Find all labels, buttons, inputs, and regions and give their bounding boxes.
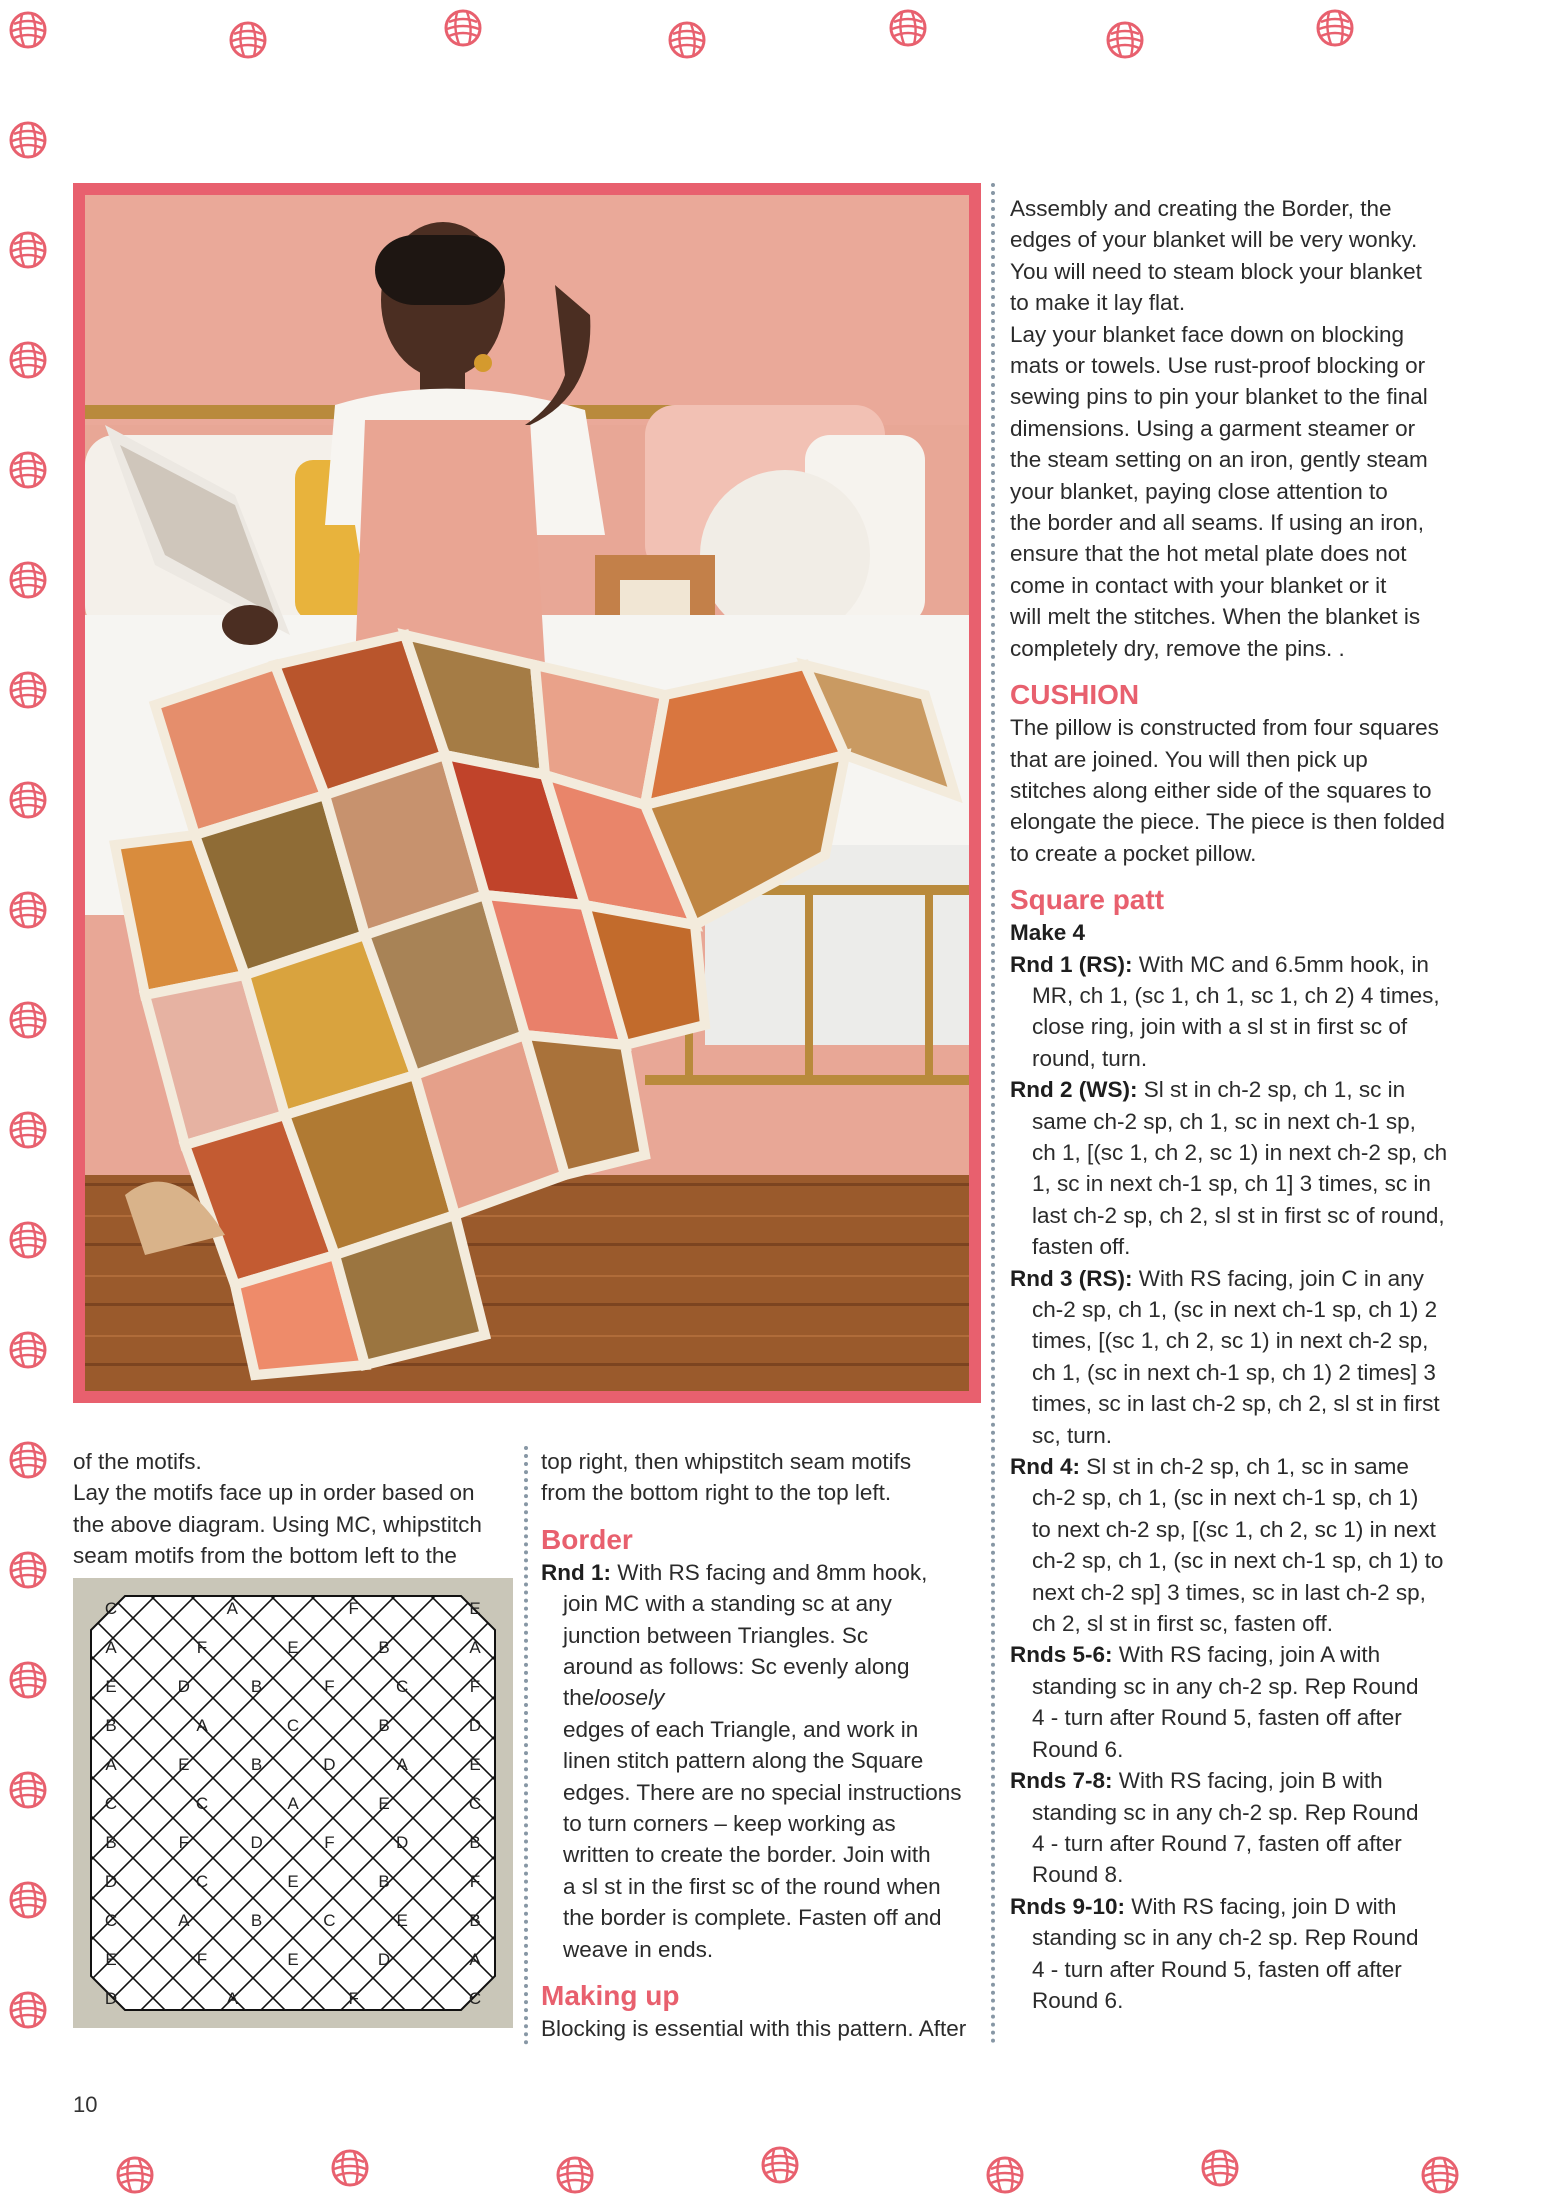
round-instruction xyxy=(1010,949,1450,1075)
round-label: Rnd 4: xyxy=(1010,1454,1080,1480)
round-label: Rnd 3 (RS): xyxy=(1010,1265,1133,1291)
text-line: from the bottom right to the top left. xyxy=(541,1480,892,1506)
yarn-ball-icon xyxy=(8,120,48,160)
round-instruction xyxy=(1010,1639,1450,1765)
motif-letter: D xyxy=(323,1755,336,1774)
round-instruction xyxy=(1010,1765,1450,1891)
round-text: the border is complete. Fasten off and xyxy=(563,1905,942,1931)
motif-letter: D xyxy=(377,1950,391,1969)
round-text: same ch-2 sp, ch 1, sc in next ch-1 sp, xyxy=(1032,1108,1416,1134)
yarn-ball-icon xyxy=(8,1440,48,1480)
motif-letter: E xyxy=(287,1950,299,1969)
yarn-ball-icon xyxy=(1105,20,1145,60)
right-column xyxy=(1010,193,1450,2016)
round-text: round, turn. xyxy=(1032,1045,1148,1071)
round-instruction xyxy=(1010,1451,1450,1639)
motif-letter: E xyxy=(105,1677,117,1696)
yarn-ball-icon xyxy=(8,780,48,820)
motif-letter: E xyxy=(178,1755,190,1774)
motif-letter: A xyxy=(226,1989,239,2008)
yarn-ball-icon xyxy=(555,2155,595,2195)
round-text: ch-2 sp, ch 1, (sc in next ch-1 sp, ch 1) 2 xyxy=(1032,1297,1438,1322)
motif-letter: C xyxy=(468,1989,482,2008)
round-text: edges. There are no special instructions xyxy=(563,1779,962,1805)
motif-letter: A xyxy=(469,1950,481,1969)
text-line: that are joined. You will then pick up xyxy=(1010,746,1368,772)
yarn-ball-icon xyxy=(667,20,707,60)
yarn-ball-icon xyxy=(8,340,48,380)
diagram-grid xyxy=(73,1578,513,2028)
motif-letter: C xyxy=(104,1911,118,1930)
middle-column xyxy=(541,1446,981,2045)
text-line: dimensions. Using a garment steamer or xyxy=(1010,415,1416,441)
make-count: Make 4 xyxy=(1010,920,1086,946)
round-text: MR, ch 1, (sc 1, ch 1, sc 1, ch 2) 4 times, xyxy=(1032,982,1440,1008)
photo-frame xyxy=(73,183,981,1403)
yarn-ball-icon xyxy=(8,670,48,710)
round-text: times, [(sc 1, ch 2, sc 1) in next ch-2 sp, xyxy=(1032,1328,1429,1354)
motif-letter: C xyxy=(104,1599,118,1618)
cushion-heading: CUSHION xyxy=(1010,679,1140,711)
making-up-text xyxy=(541,2013,981,2044)
yarn-ball-icon xyxy=(228,20,268,60)
yarn-ball-icon xyxy=(115,2155,155,2195)
round-text: With RS facing, join B with xyxy=(1112,1768,1383,1794)
motif-letter: A xyxy=(469,1638,481,1657)
round-text: to turn corners – keep working as xyxy=(563,1811,896,1837)
round-text: ch-2 sp, ch 1, (sc in next ch-1 sp, ch 1) to xyxy=(1032,1548,1444,1574)
motif-letter: F xyxy=(469,1872,481,1891)
motif-letter: B xyxy=(250,1677,263,1696)
text-line: of the motifs. xyxy=(73,1449,202,1474)
round-text: With RS facing, join A with xyxy=(1112,1642,1381,1668)
yarn-ball-icon xyxy=(8,450,48,490)
motif-letter: B xyxy=(250,1755,263,1774)
text-line: sewing pins to pin your blanket to the final xyxy=(1010,384,1428,410)
round-text: to next ch-2 sp, [(sc 1, ch 2, sc 1) in next xyxy=(1032,1516,1436,1542)
motif-letter: F xyxy=(178,1833,189,1852)
border-instruction xyxy=(541,1557,981,1965)
text-line: seam motifs from the bottom left to the xyxy=(73,1543,457,1569)
round-text: ch-2 sp, ch 1, (sc in next ch-1 sp, ch 1) xyxy=(1032,1485,1419,1511)
motif-letter: F xyxy=(196,1638,208,1657)
motif-letter: C xyxy=(323,1911,336,1930)
motif-letter: B xyxy=(378,1716,390,1735)
motif-letter: F xyxy=(324,1833,335,1852)
round-text: 1, sc in next ch-1 sp, ch 1] 3 times, sc in xyxy=(1032,1171,1431,1197)
yarn-ball-icon xyxy=(985,2155,1025,2195)
motif-letter: E xyxy=(469,1599,481,1618)
motif-letter: B xyxy=(105,1833,117,1852)
yarn-ball-icon xyxy=(8,230,48,270)
round-instruction xyxy=(1010,1891,1450,2017)
yarn-ball-icon xyxy=(1315,8,1355,48)
motif-letter: E xyxy=(396,1911,408,1930)
round-text: join MC with a standing sc at any xyxy=(563,1591,892,1617)
motif-letter: A xyxy=(105,1755,117,1774)
motif-letter: B xyxy=(250,1911,263,1930)
round-text: weave in ends. xyxy=(563,1936,714,1962)
motif-letter: E xyxy=(287,1638,299,1657)
round-text: With RS facing, join C in any xyxy=(1132,1265,1424,1291)
motif-letter: F xyxy=(348,1989,359,2008)
motif-letter: D xyxy=(177,1677,190,1696)
round-text: written to create the border. Join with xyxy=(563,1842,931,1868)
motif-letter: A xyxy=(178,1911,190,1930)
round-text: ch 2, sl st in first sc, fasten off. xyxy=(1032,1611,1333,1637)
photo-illustration xyxy=(85,195,969,1391)
motif-letter: C xyxy=(104,1794,118,1813)
cushion-text xyxy=(1010,712,1450,869)
text-line: the above diagram. Using MC, whipstitch xyxy=(73,1511,482,1537)
text-line: top right, then whipstitch seam motifs xyxy=(541,1449,912,1474)
text-line: edges of your blanket will be very wonky. xyxy=(1010,227,1418,253)
text-line: Blocking is essential with this pattern. After xyxy=(541,2016,967,2042)
yarn-ball-icon xyxy=(888,8,928,48)
motif-letter: D xyxy=(104,1872,118,1891)
text-line: to create a pocket pillow. xyxy=(1010,840,1257,866)
motif-letter: A xyxy=(287,1794,299,1813)
round-instruction xyxy=(1010,1074,1450,1262)
round-text: 4 - turn after Round 5, fasten off after xyxy=(1032,1956,1402,1982)
motif-letter: A xyxy=(226,1599,239,1618)
yarn-ball-icon xyxy=(443,8,483,48)
yarn-ball-icon xyxy=(8,1660,48,1700)
blanket-photo xyxy=(85,195,969,1391)
text-line: to make it lay flat. xyxy=(1010,290,1186,316)
motif-letter: F xyxy=(469,1677,481,1696)
column-divider-right xyxy=(991,183,995,2045)
motif-letter: E xyxy=(105,1950,117,1969)
motif-letter: C xyxy=(396,1677,409,1696)
border-round xyxy=(541,1557,981,1965)
motif-letter: B xyxy=(105,1716,117,1735)
round-text: With RS facing, join D with xyxy=(1125,1893,1397,1919)
assembly-diagram xyxy=(73,1578,513,2028)
round-label: Rnds 9-10: xyxy=(1010,1893,1126,1919)
yarn-ball-icon xyxy=(8,1110,48,1150)
yarn-ball-icon xyxy=(8,1880,48,1920)
column-divider-middle xyxy=(524,1446,528,2045)
round-text: close ring, join with a sl st in first sc of xyxy=(1032,1014,1408,1040)
round-text: standing sc in any ch-2 sp. Rep Round xyxy=(1032,1799,1419,1825)
motif-letter: C xyxy=(195,1872,209,1891)
motif-letter: C xyxy=(195,1794,209,1813)
round-text: 4 - turn after Round 7, fasten off after xyxy=(1032,1830,1402,1856)
assembly-text xyxy=(73,1446,513,1572)
text-line: completely dry, remove the pins. . xyxy=(1010,635,1345,661)
round-label: Rnds 5-6: xyxy=(1010,1642,1113,1668)
motif-letter: D xyxy=(396,1833,409,1852)
text-line: elongate the piece. The piece is then folded xyxy=(1010,809,1445,835)
motif-letter: B xyxy=(469,1911,481,1930)
round-text: last ch-2 sp, ch 2, sl st in first sc of round, xyxy=(1032,1202,1445,1228)
round-label: Rnd 1: xyxy=(541,1559,611,1585)
text-line: will melt the stitches. When the blanket is xyxy=(1010,604,1421,630)
round-text: linen stitch pattern along the Square xyxy=(563,1748,924,1774)
text-line: The pillow is constructed from four squares xyxy=(1010,715,1439,741)
round-text: With MC and 6.5mm hook, in xyxy=(1132,951,1429,977)
yarn-ball-icon xyxy=(760,2145,800,2185)
yarn-ball-icon xyxy=(8,10,48,50)
round-text: With RS facing and 8mm hook, xyxy=(611,1559,928,1585)
round-instruction xyxy=(1010,1263,1450,1451)
text-line: stitches along either side of the squares to xyxy=(1010,777,1432,803)
round-text: next ch-2 sp] 3 times, sc in last ch-2 sp, xyxy=(1032,1579,1426,1605)
motif-letter: A xyxy=(196,1716,208,1735)
motif-letter: F xyxy=(324,1677,335,1696)
motif-letter: F xyxy=(196,1950,208,1969)
round-text: Round 6. xyxy=(1032,1987,1124,2013)
motif-letter: B xyxy=(378,1638,390,1657)
round-text: Sl st in ch-2 sp, ch 1, sc in xyxy=(1137,1077,1406,1103)
round-label: Rnd 1 (RS): xyxy=(1010,951,1133,977)
motif-letter: C xyxy=(286,1716,300,1735)
emphasis-text: loosely xyxy=(594,1685,665,1711)
round-text: ch 1, [(sc 1, ch 2, sc 1) in next ch-2 sp, ch xyxy=(1032,1139,1448,1165)
yarn-ball-icon xyxy=(8,1550,48,1590)
round-text: fasten off. xyxy=(1032,1234,1131,1260)
round-label: Rnds 7-8: xyxy=(1010,1768,1113,1794)
yarn-ball-icon xyxy=(8,560,48,600)
round-text: junction between Triangles. Sc xyxy=(563,1622,869,1648)
yarn-ball-icon xyxy=(1200,2148,1240,2188)
making-up-heading: Making up xyxy=(541,1980,680,2012)
yarn-ball-icon xyxy=(1420,2155,1460,2195)
text-line: Assembly and creating the Border, the xyxy=(1010,196,1392,221)
motif-letter: E xyxy=(469,1755,481,1774)
yarn-ball-icon xyxy=(8,1000,48,1040)
motif-letter: D xyxy=(104,1989,118,2008)
motif-letter: D xyxy=(468,1716,482,1735)
yarn-ball-icon xyxy=(8,1330,48,1370)
round-text: ch 1, (sc in next ch-1 sp, ch 1) 2 times] 3 xyxy=(1032,1359,1436,1385)
motif-letter: D xyxy=(250,1833,263,1852)
square-patt-heading: Square patt xyxy=(1010,884,1165,916)
page-number: 10 xyxy=(73,2092,98,2117)
motif-letter: E xyxy=(287,1872,299,1891)
motif-letter: C xyxy=(468,1794,482,1813)
round-text: 4 - turn after Round 5, fasten off after xyxy=(1032,1705,1402,1731)
motif-letter: B xyxy=(378,1872,390,1891)
round-text: sc, turn. xyxy=(1032,1422,1113,1448)
assembly-text-continued xyxy=(541,1446,981,1509)
text-line: ensure that the hot metal plate does not xyxy=(1010,541,1407,567)
round-text: Sl st in ch-2 sp, ch 1, sc in same xyxy=(1080,1454,1409,1480)
round-text: times, sc in last ch-2 sp, ch 2, sl st in first xyxy=(1032,1391,1440,1417)
round-text: a sl st in the first sc of the round when xyxy=(563,1873,941,1899)
blocking-text xyxy=(1010,193,1450,664)
round-text: Round 8. xyxy=(1032,1862,1124,1888)
round-label: Rnd 2 (WS): xyxy=(1010,1077,1138,1103)
text-line: the border and all seams. If using an iron, xyxy=(1010,510,1424,536)
yarn-ball-icon xyxy=(8,1990,48,2030)
yarn-ball-icon xyxy=(330,2148,370,2188)
text-line: Lay your blanket face down on blocking xyxy=(1010,321,1405,347)
yarn-ball-icon xyxy=(8,1770,48,1810)
border-heading: Border xyxy=(541,1523,633,1555)
motif-letter: E xyxy=(378,1794,390,1813)
round-text: standing sc in any ch-2 sp. Rep Round xyxy=(1032,1925,1419,1951)
text-line: come in contact with your blanket or it xyxy=(1010,572,1387,598)
round-text: Round 6. xyxy=(1032,1736,1124,1762)
yarn-ball-icon xyxy=(8,1220,48,1260)
motif-letter: A xyxy=(396,1755,408,1774)
yarn-ball-icon xyxy=(8,890,48,930)
text-line: You will need to steam block your blanket xyxy=(1010,258,1422,284)
text-line: the steam setting on an iron, gently steam xyxy=(1010,447,1428,473)
text-line: mats or towels. Use rust-proof blocking or xyxy=(1010,353,1426,379)
round-text: edges of each Triangle, and work in xyxy=(563,1716,919,1742)
round-text: around as follows: Sc evenly along the xyxy=(563,1654,910,1711)
motif-letter: F xyxy=(348,1599,359,1618)
motif-letter: B xyxy=(469,1833,481,1852)
text-line: your blanket, paying close attention to xyxy=(1010,478,1388,504)
text-line: Lay the motifs face up in order based on xyxy=(73,1480,475,1506)
motif-letter: A xyxy=(105,1638,117,1657)
round-text: standing sc in any ch-2 sp. Rep Round xyxy=(1032,1673,1419,1699)
rounds-list xyxy=(1010,949,1450,2017)
left-column xyxy=(73,1446,513,1572)
